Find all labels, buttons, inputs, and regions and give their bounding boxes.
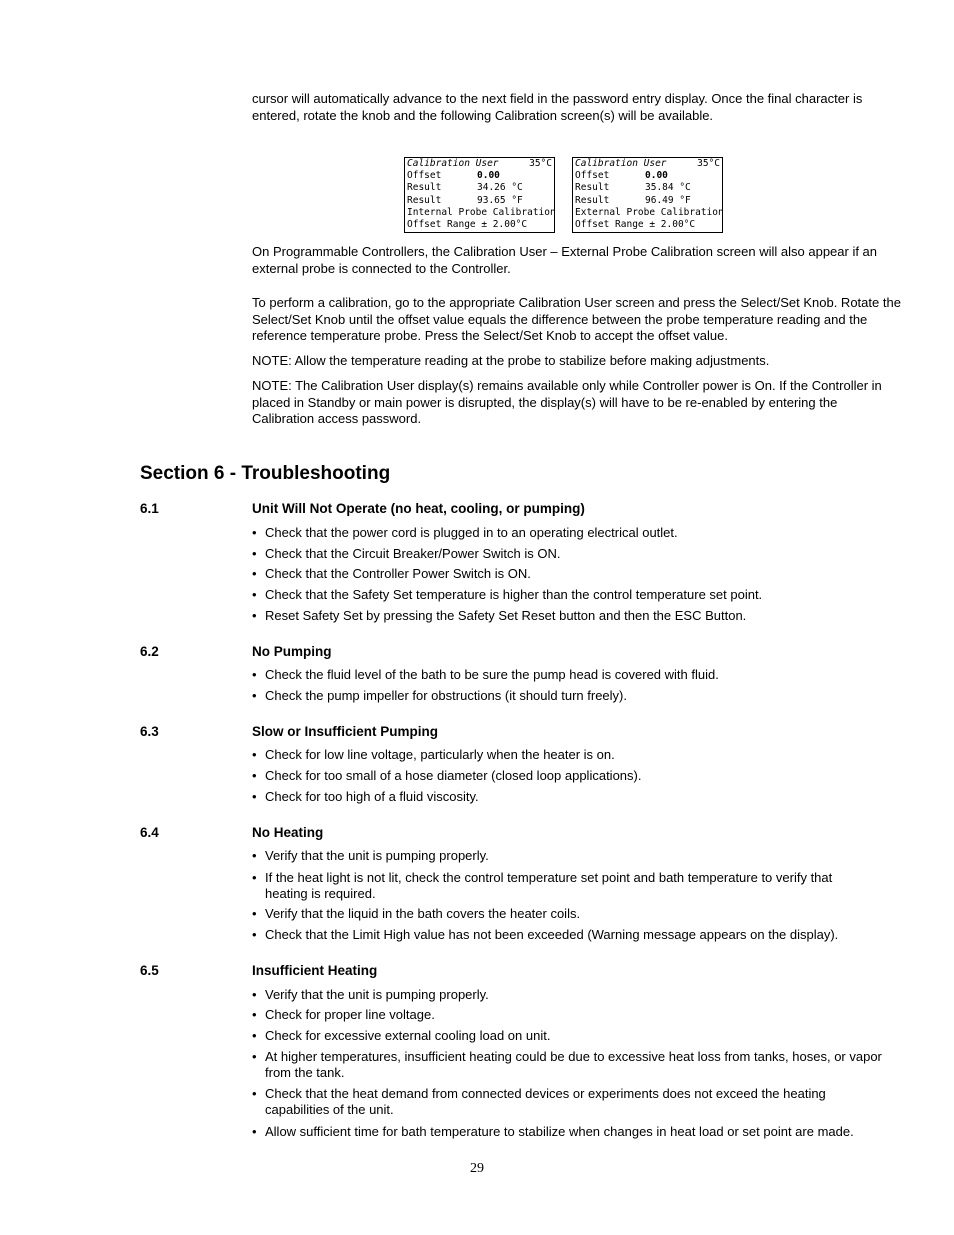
bullet: • [252, 1124, 257, 1139]
result-label: Result [575, 182, 610, 194]
calibration-display-internal [404, 157, 555, 233]
bullet: • [252, 566, 257, 581]
bullet: • [252, 987, 257, 1002]
bullet: • [252, 906, 257, 921]
subsection-title: No Pumping [252, 644, 332, 659]
subsection-number: 6.4 [140, 825, 159, 840]
bullet: • [252, 747, 257, 762]
subsection-number: 6.3 [140, 724, 159, 739]
subsection-number: 6.2 [140, 644, 159, 659]
bullet: • [252, 667, 257, 682]
offset-range: Offset Range ± 2.00°C [407, 219, 528, 231]
intro-paragraph-1: cursor will automatically advance to the next field in the password entry display. Once the final character is entered, rotate the knob and the following Calibration screen(s) will be available. [252, 91, 863, 123]
bullet: • [252, 608, 257, 623]
result-value-f: 96.49 °F [645, 194, 691, 206]
result-value-f: 93.65 °F [477, 194, 523, 206]
subsection-title: No Heating [252, 825, 324, 840]
offset-label: Offset [575, 170, 610, 182]
probe-type: External Probe Calibration [575, 206, 724, 218]
offset-range: Offset Range ± 2.00°C [575, 219, 696, 231]
bullet: • [252, 1007, 257, 1022]
display-temp: 35°C [529, 158, 552, 169]
bullet: • [252, 1086, 257, 1101]
page-number: 29 [470, 1161, 484, 1176]
display-title: Calibration User [575, 158, 667, 169]
bullet: • [252, 587, 257, 602]
bullet: • [252, 789, 257, 804]
bullet: • [252, 525, 257, 540]
display-title: Calibration User [407, 158, 499, 169]
note-stabilize: NOTE: Allow the temperature reading at the probe to stabilize before making adjustments. [252, 353, 770, 368]
bullet: • [252, 870, 257, 885]
bullet: • [252, 848, 257, 863]
offset-value: 0.00 [477, 170, 500, 182]
bullet: • [252, 546, 257, 561]
note-calibration-display: NOTE: The Calibration User display(s) remains available only while Controller power is On. If the Controller in placed in Standby or main power is disrupted, the display(s) will have to be re-enabled by entering the Calibration access password. [252, 378, 882, 426]
subsection-title: Insufficient Heating [252, 963, 378, 978]
subsection-title: Unit Will Not Operate (no heat, cooling, or pumping) [252, 501, 585, 516]
subsection-number: 6.5 [140, 963, 159, 978]
section-title: Section 6 - Troubleshooting [140, 463, 391, 484]
result-value-c: 34.26 °C [477, 182, 523, 194]
probe-type: Internal Probe Calibration [407, 206, 556, 218]
result-value-c: 35.84 °C [645, 182, 691, 194]
bullet: • [252, 927, 257, 942]
subsection-title: Slow or Insufficient Pumping [252, 724, 439, 739]
result-label: Result [407, 194, 442, 206]
offset-label: Offset [407, 170, 442, 182]
subsection-number: 6.1 [140, 501, 159, 516]
bullet: • [252, 768, 257, 783]
intro-paragraph-3: To perform a calibration, go to the appropriate Calibration User screen and press the Select/Set Knob. Rotate the Select/Set Knob until the offset value equals the difference between the probe temperature reading and the reference temperature probe. Press the Select/Set Knob to accept the offset value. [252, 295, 901, 343]
bullet: • [252, 688, 257, 703]
intro-paragraph-2: On Programmable Controllers, the Calibration User – External Probe Calibration screen will also appear if an external probe is connected to the Controller. [252, 244, 878, 276]
offset-value: 0.00 [645, 170, 668, 182]
result-label: Result [575, 194, 610, 206]
calibration-display-external [572, 157, 723, 233]
bullet: • [252, 1049, 257, 1064]
result-label: Result [407, 182, 442, 194]
display-temp: 35°C [697, 158, 720, 169]
bullet: • [252, 1028, 257, 1043]
